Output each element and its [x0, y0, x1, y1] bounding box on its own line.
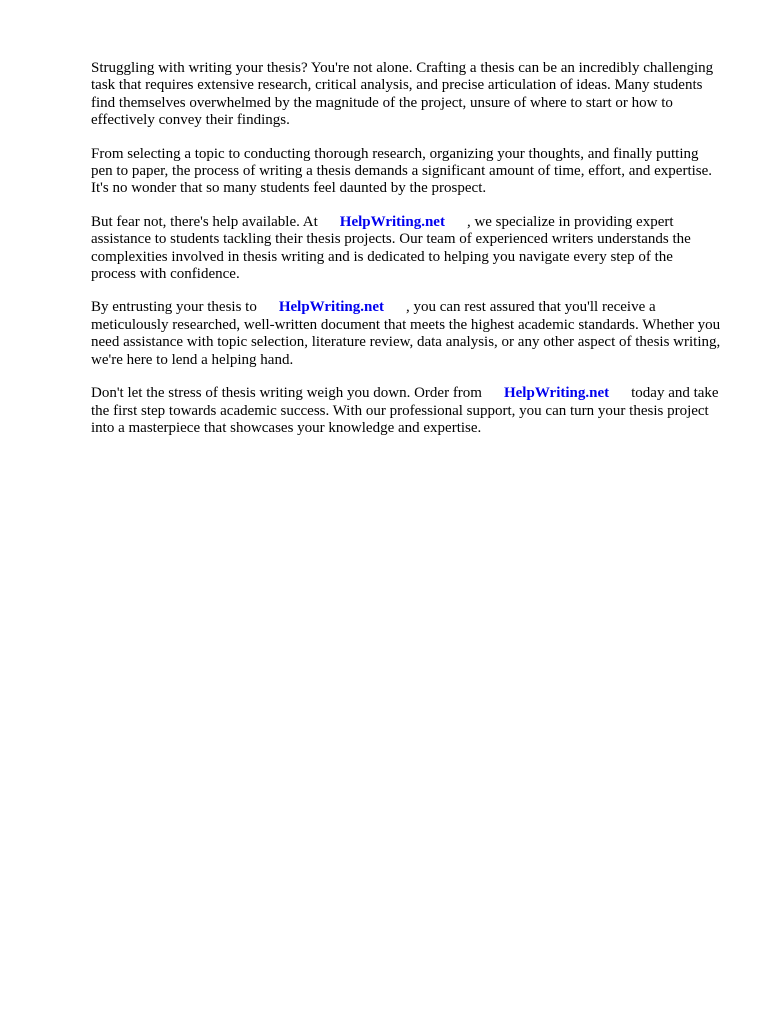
helpwriting-link-1[interactable]: HelpWriting.net [339, 213, 445, 230]
paragraph-entrust-text-start: By entrusting your thesis to [91, 299, 257, 316]
paragraph-entrust-text-end: , you can rest assured that you'll receive a meticulously researched, well-written document that meets the highest academic standards. Whether you need assistance with topic selection, literature review, data analysis, or any other aspect of thesis writing, we're here to lend a helping hand. [91, 299, 721, 368]
paragraph-help-text-start: But fear not, there's help available. At [91, 213, 318, 230]
paragraph-help [91, 214, 721, 284]
paragraph-order-text-start: Don't let the stress of thesis writing weigh you down. Order from [91, 385, 482, 402]
paragraph-process [91, 146, 721, 198]
paragraph-order [91, 385, 721, 437]
paragraph-process-text: From selecting a topic to conducting thorough research, organizing your thoughts, and finally putting pen to paper, the process of writing a thesis demands a significant amount of time, effort, and expertise. It's no wonder that so many students feel daunted by the prospect. [91, 145, 713, 197]
paragraph-intro-text: Struggling with writing your thesis? You're not alone. Crafting a thesis can be an incredibly challenging task that requires extensive research, critical analysis, and precise articulation of ideas. Many students find themselves overwhelmed by the magnitude of the project, unsure of where to start or how to effectively convey their findings. [91, 60, 714, 129]
paragraph-entrust [91, 299, 721, 369]
helpwriting-link-3[interactable]: HelpWriting.net [503, 385, 610, 402]
paragraph-order-text-end: today and take the first step towards academic success. With our professional support, you can turn your thesis project into a masterpiece that showcases your knowledge and expertise. [91, 385, 719, 436]
paragraph-help-text-end: , we specialize in providing expert assistance to students tackling their thesis projects. Our team of experienced writers understands the complexities involved in thesis writing and is dedicated to helping you navigate every step of the process with confidence. [91, 213, 691, 283]
document-body [91, 60, 721, 453]
paragraph-intro [91, 60, 721, 130]
helpwriting-link-2[interactable]: HelpWriting.net [278, 299, 384, 316]
